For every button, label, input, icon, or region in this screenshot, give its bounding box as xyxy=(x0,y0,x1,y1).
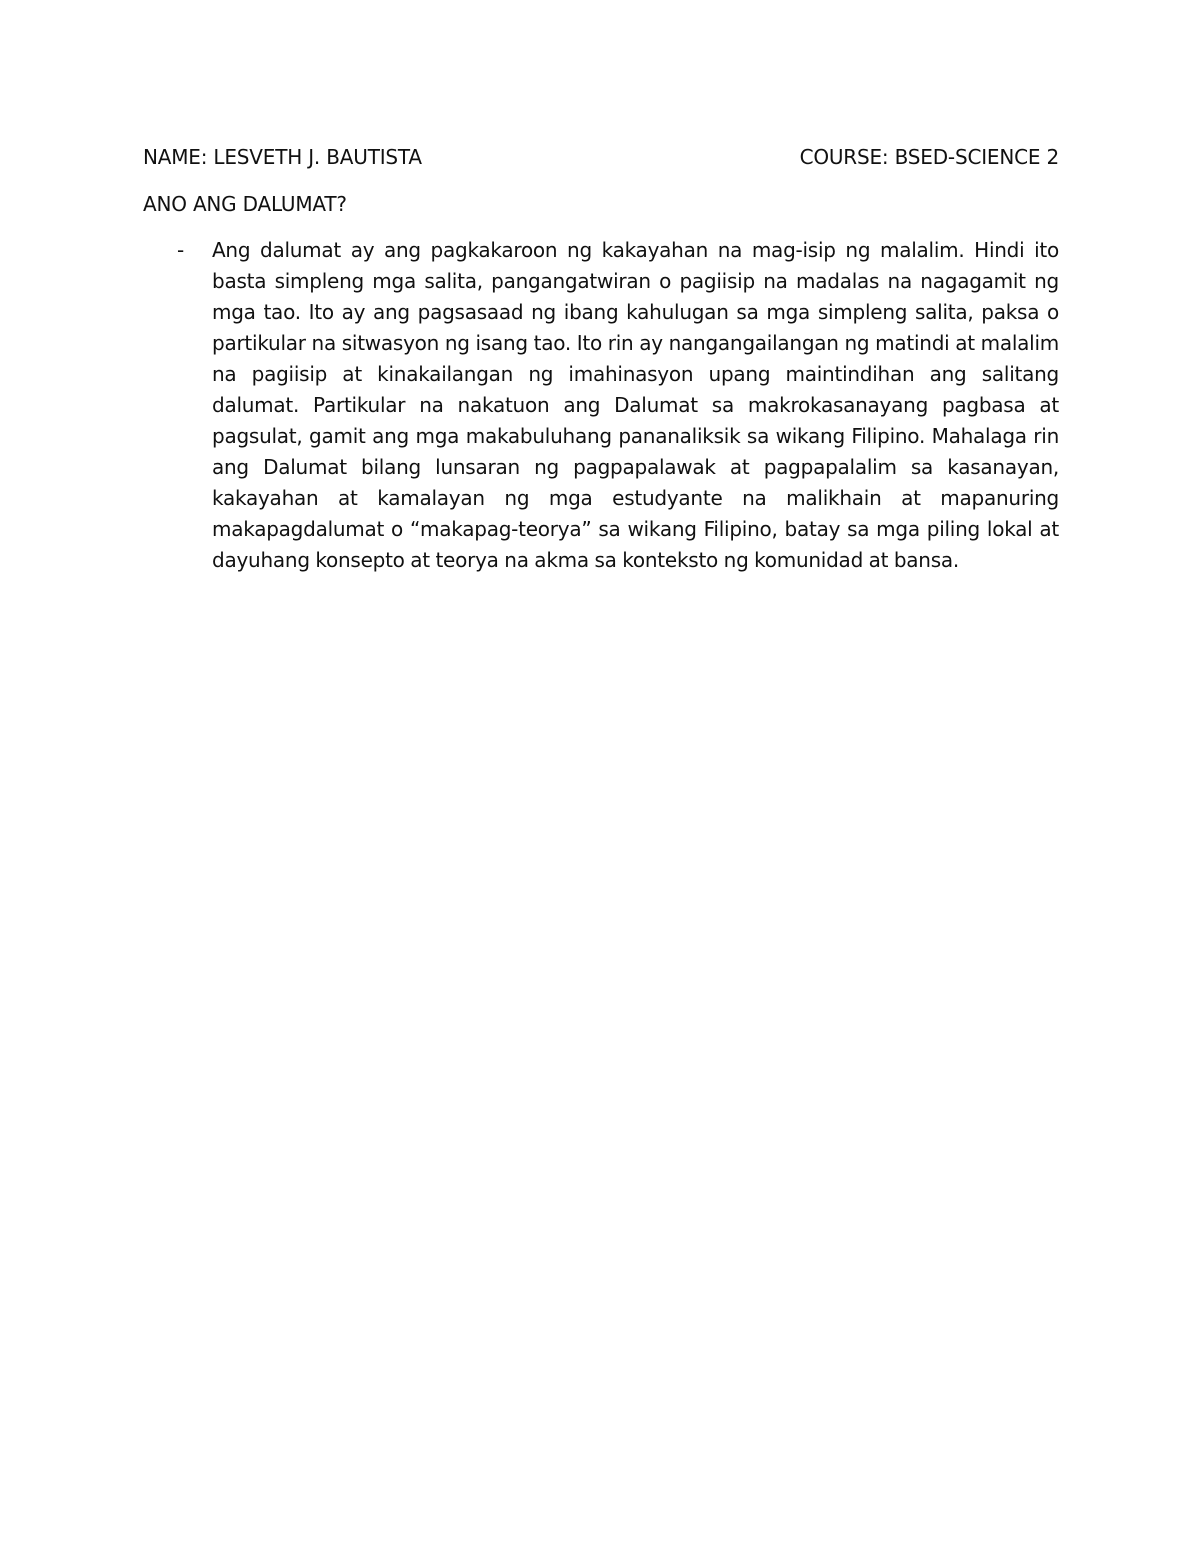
list-bullet: - xyxy=(177,238,185,262)
answer-list xyxy=(143,235,1059,576)
student-course: COURSE: BSED-SCIENCE 2 xyxy=(799,145,1059,169)
student-name: NAME: LESVETH J. BAUTISTA xyxy=(143,145,422,169)
header-row xyxy=(143,143,1059,171)
answer-paragraph: Ang dalumat ay ang pagkakaroon ng kakayahan na mag-isip ng malalim. Hindi ito basta simpleng mga salita, pangangatwiran o pagiisip na madalas na nagagamit ng mga tao. Ito ay ang pagsasaad ng ibang kahulugan sa mga simpleng salita, paksa o partikular na sitwasyon ng isang tao. Ito rin ay nangangailangan ng matindi at malalim na pagiisip at kinakailangan ng imahinasyon upang maintindihan ang salitang dalumat. Partikular na nakatuon ang Dalumat sa makrokasanayang pagbasa at pagsulat, gamit ang mga makabuluhang pananaliksik sa wikang Filipino. Mahalaga rin ang Dalumat bilang lunsaran ng pagpapalawak at pagpapalalim sa kasanayan, kakayahan at kamalayan ng mga estudyante na malikhain at mapanuring makapagdalumat o “makapag-teorya” sa wikang Filipino, batay sa mga piling lokal at dayuhang konsepto at teorya na akma sa konteksto ng komunidad at bansa. xyxy=(212,238,1059,572)
list-item xyxy=(143,235,1059,576)
question-heading: ANO ANG DALUMAT? xyxy=(143,192,347,216)
